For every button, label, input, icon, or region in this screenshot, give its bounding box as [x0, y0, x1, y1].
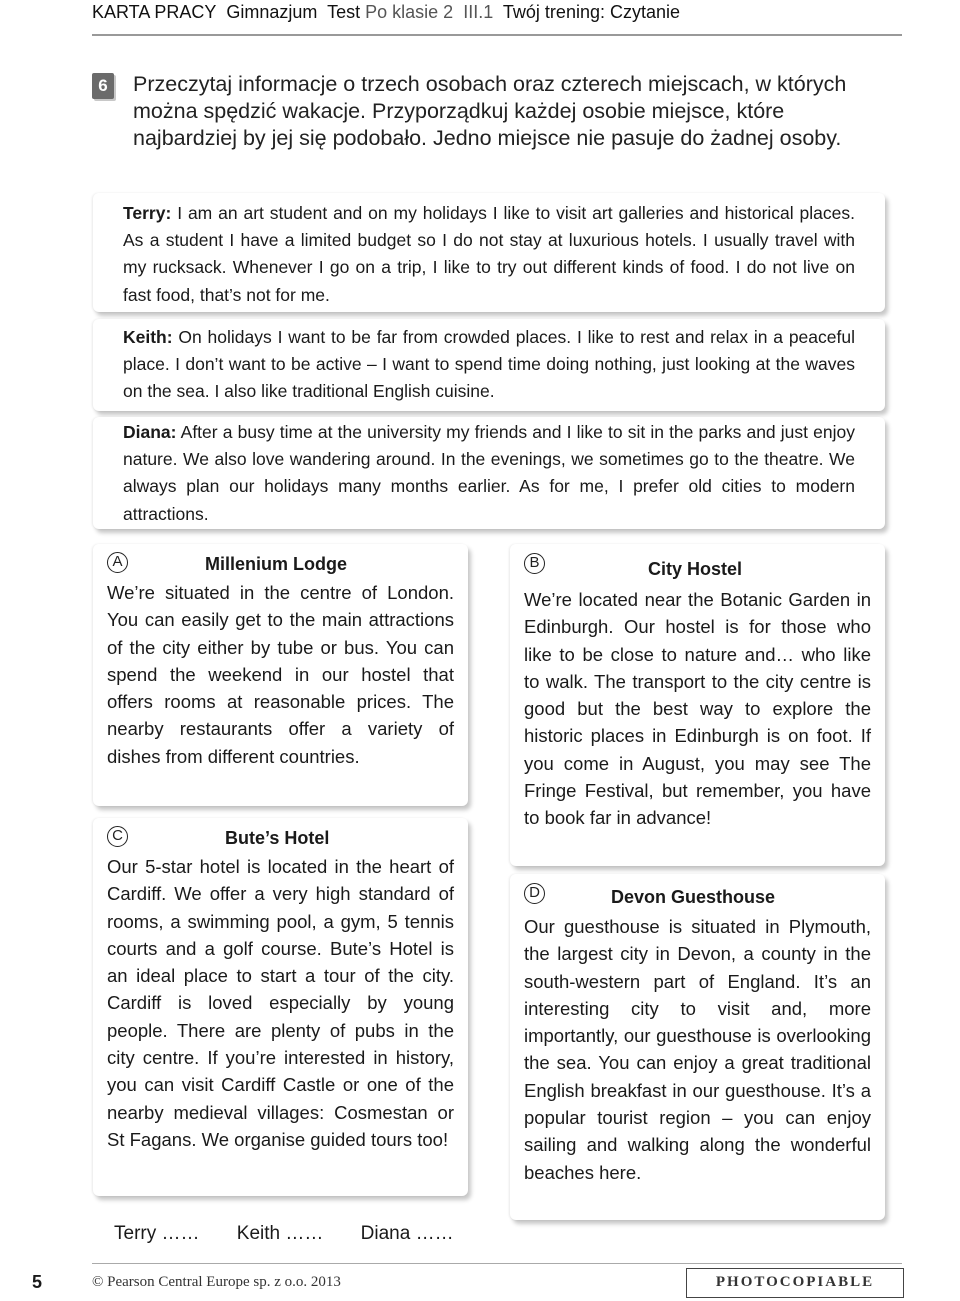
person-name: Terry: — [123, 203, 172, 223]
person-text — [123, 419, 855, 528]
place-title: Devon Guesthouse — [611, 887, 776, 907]
header-unit: III.1 — [463, 2, 494, 22]
header-level: Gimnazjum — [226, 2, 318, 22]
header-test: Test — [327, 2, 361, 22]
place-card-b — [510, 544, 885, 866]
person-card-terry — [93, 193, 885, 312]
page-header — [92, 0, 882, 24]
task-instruction: Przeczytaj informacje o trzech osobach oraz czterech miejscach, w których można spędzić wakacje. Przyporządkuj każdej osobie miejsce, które najbardziej by jej się podobało. Jedno miejsce nie pasuje do żadnej osoby. — [133, 72, 847, 150]
place-title: City Hostel — [648, 559, 743, 579]
footer-divider — [92, 1263, 902, 1264]
person-description: On holidays I want to be far from crowded places. I like to rest and relax in a peaceful place. I don’t want to be active – I want to spend time doing nothing, just looking at the waves on the sea. I also like traditional English cuisine. — [123, 327, 855, 402]
place-title: Millenium Lodge — [205, 554, 347, 574]
place-description: Our 5-star hotel is located in the heart of Cardiff. We offer a very high standard of rooms, a swimming pool, a gym, 5 tennis courts and a golf course. Bute’s Hotel is an ideal place to start a tour of the city. Cardiff is loved especially by young people. There are plenty of pubs in the city centre. If you’re interested in history, you can visit Cardiff Castle or one of the nearby medieval villages: Cosmestan or St Fagans. We organise guided tours too! — [107, 856, 454, 1150]
header-brand: KARTA PRACY — [92, 2, 217, 22]
person-description: After a busy time at the university my friends and I like to sit in the parks and just enjoy nature. We also love wandering around. In the evenings, we sometimes go to the theatre. We always plan our holidays many months earlier. As for me, I prefer old cities to modern attractions. — [123, 422, 855, 524]
place-letter-badge: D — [524, 883, 545, 904]
place-card-a — [93, 544, 468, 806]
header-grade: Po klasie 2 — [365, 2, 454, 22]
answer-terry[interactable]: Terry …… — [114, 1223, 200, 1244]
copyright-notice: © Pearson Central Europe sp. z o.o. 2013 — [92, 1274, 341, 1290]
place-header — [524, 552, 871, 580]
place-description: We’re situated in the centre of London. You can easily get to the main attractions of the city either by tube or bus. You can spend the weekend in our hostel that offers rooms at reasonable prices. The nearby restaurants offer a variety of dishes from different countries. — [107, 582, 454, 767]
place-header — [524, 882, 871, 910]
photocopiable-stamp: PHOTOCOPIABLE — [686, 1268, 904, 1298]
person-card-diana — [93, 417, 885, 529]
place-title: Bute’s Hotel — [225, 828, 330, 848]
place-header — [107, 551, 454, 579]
answer-keith[interactable]: Keith …… — [236, 1223, 324, 1244]
header-divider — [92, 34, 902, 36]
place-letter-badge: C — [107, 826, 128, 847]
place-card-d — [510, 874, 885, 1220]
person-name: Diana: — [123, 422, 177, 442]
place-description: We’re located near the Botanic Garden in Edinburgh. Our hostel is for those who like to be close to nature and… who like to walk. The transport to the city centre is good but the best way to explore the historic places in Edinburgh is on foot. If you come in August, you may see The Fringe Festival, but remember, you have to book far in advance! — [524, 589, 871, 829]
person-text — [123, 200, 855, 309]
place-card-c — [93, 818, 468, 1196]
place-letter-badge: A — [107, 552, 128, 573]
answer-diana[interactable]: Diana …… — [360, 1223, 454, 1244]
answer-line — [114, 1222, 486, 1246]
person-name: Keith: — [123, 327, 173, 347]
header-section: Twój trening: Czytanie — [502, 2, 681, 22]
page-number: 5 — [32, 1272, 43, 1292]
place-description: Our guesthouse is situated in Plymouth, the largest city in Devon, a county in the south-western part of England. It’s an interesting city to visit and, more importantly, our guesthouse is overlooking the sea. You can enjoy a great traditional English breakfast in our guesthouse. It’s a popular tourist region – you can enjoy sailing and walking along the wonderful beaches here. — [524, 916, 871, 1183]
person-description: I am an art student and on my holidays I like to visit art galleries and historical places. As a student I have a limited budget so I do not stay at luxurious hotels. I usually travel with my rucksack. Whenever I go on a trip, I like to try out different kinds of food. I do not live on fast food, that’s not for me. — [123, 203, 855, 305]
place-letter-badge: B — [524, 553, 545, 574]
place-header — [107, 825, 454, 853]
person-text — [123, 324, 855, 406]
task-number-badge: 6 — [92, 73, 114, 99]
person-card-keith — [93, 319, 885, 411]
